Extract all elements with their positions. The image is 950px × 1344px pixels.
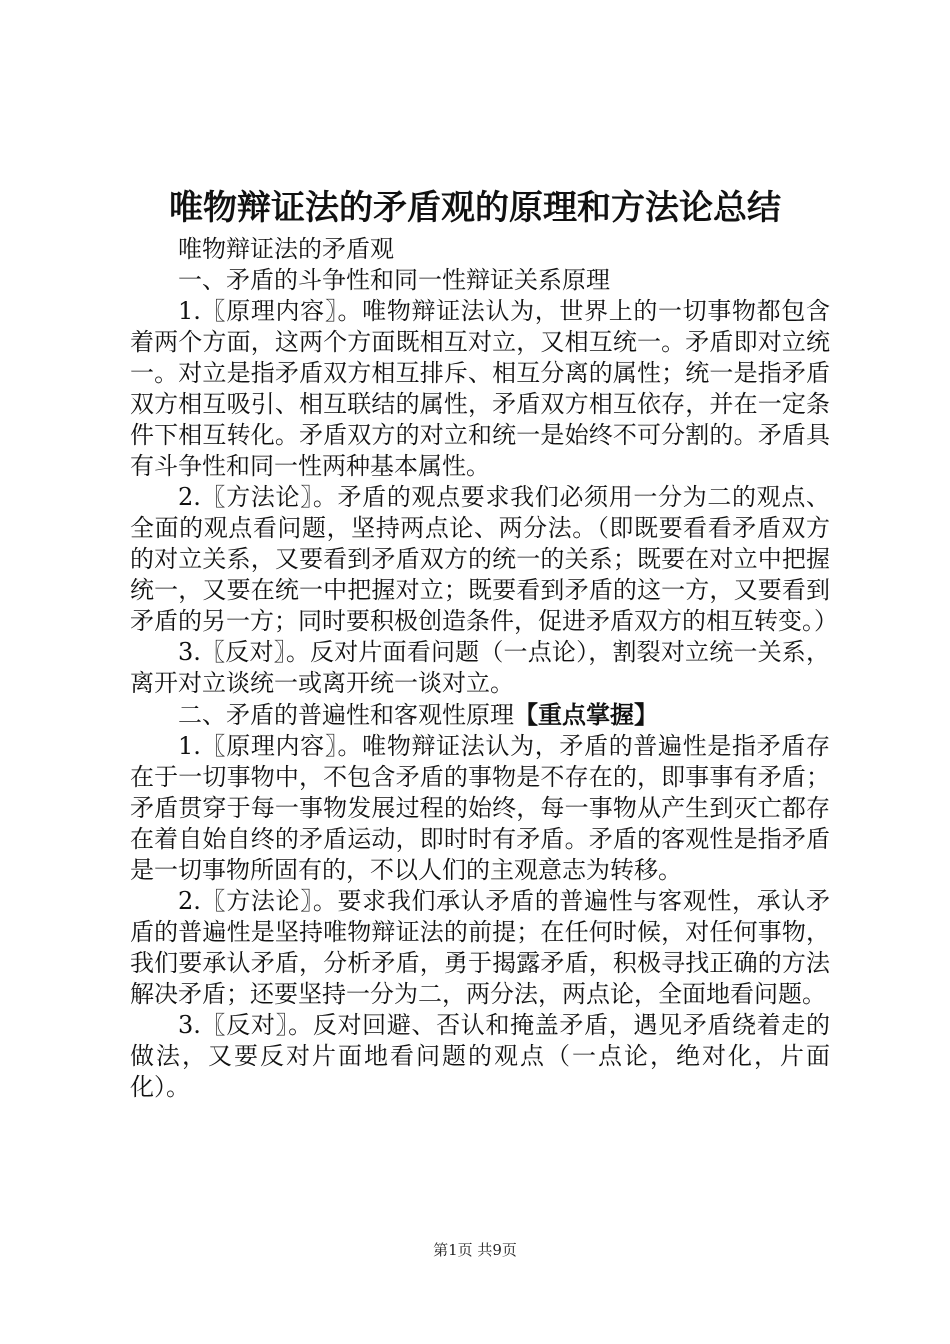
paragraph-heading-main: 唯物辩证法的矛盾观 [178, 235, 394, 263]
paragraph-section-2-oppose: 3.〖反对〗。反对回避、否认和掩盖矛盾，遇见矛盾绕着走的做法，又要反对片面地看问题的观点（一点论，绝对化，片面化）。 [130, 1011, 830, 1101]
paragraph-section-2-heading [130, 699, 830, 731]
section-2-heading-text: 二、矛盾的普遍性和客观性原理 [178, 701, 514, 729]
paragraph-section-1-oppose: 3.〖反对〗。反对片面看问题（一点论），割裂对立统一关系，离开对立谈统一或离开统一谈对立。 [130, 638, 830, 697]
paragraph-section-1-methodology: 2.〖方法论〗。矛盾的观点要求我们必须用一分为二的观点、全面的观点看问题，坚持两点论、两分法。（即既要看看矛盾双方的对立关系，又要看到矛盾双方的统一的关系；既要在对立中把握统一，又要在统一中把握对立；既要看到矛盾的这一方，又要看到矛盾的另一方；同时要积极创造条件，促进矛盾双方的相互转变。） [130, 483, 838, 635]
document-title: 唯物辩证法的矛盾观的原理和方法论总结 [169, 188, 781, 228]
paragraph-section-2-methodology: 2.〖方法论〗。要求我们承认矛盾的普遍性与客观性，承认矛盾的普遍性是坚持唯物辩证法的前提；在任何时候，对任何事物，我们要承认矛盾，分析矛盾，勇于揭露矛盾，积极寻找正确的方法解决矛盾；还要坚持一分为二，两分法，两点论，全面地看问题。 [130, 887, 830, 1008]
key-point-tag: 【重点掌握】 [514, 700, 658, 729]
paragraph-section-1-principle: 1.〖原理内容〗。唯物辩证法认为，世界上的一切事物都包含着两个方面，这两个方面既相互对立，又相互统一。矛盾即对立统一。对立是指矛盾双方相互排斥、相互分离的属性；统一是指矛盾双方相互吸引、相互联结的属性，矛盾双方相互依存，并在一定条件下相互转化。矛盾双方的对立和统一是始终不可分割的。矛盾具有斗争性和同一性两种基本属性。 [130, 297, 830, 480]
document-body [130, 234, 838, 1103]
paragraph-section-2-principle: 1.〖原理内容〗。唯物辩证法认为，矛盾的普遍性是指矛盾存在于一切事物中，不包含矛盾的事物是不存在的，即事事有矛盾；矛盾贯穿于每一事物发展过程的始终，每一事物从产生到灭亡都存在着自始自终的矛盾运动，即时时有矛盾。矛盾的客观性是指矛盾是一切事物所固有的，不以人们的主观意志为转移。 [130, 732, 830, 884]
paragraph-section-1-heading: 一、矛盾的斗争性和同一性辩证关系原理 [178, 266, 610, 294]
page-number-footer: 第1页 共9页 [433, 1241, 517, 1259]
